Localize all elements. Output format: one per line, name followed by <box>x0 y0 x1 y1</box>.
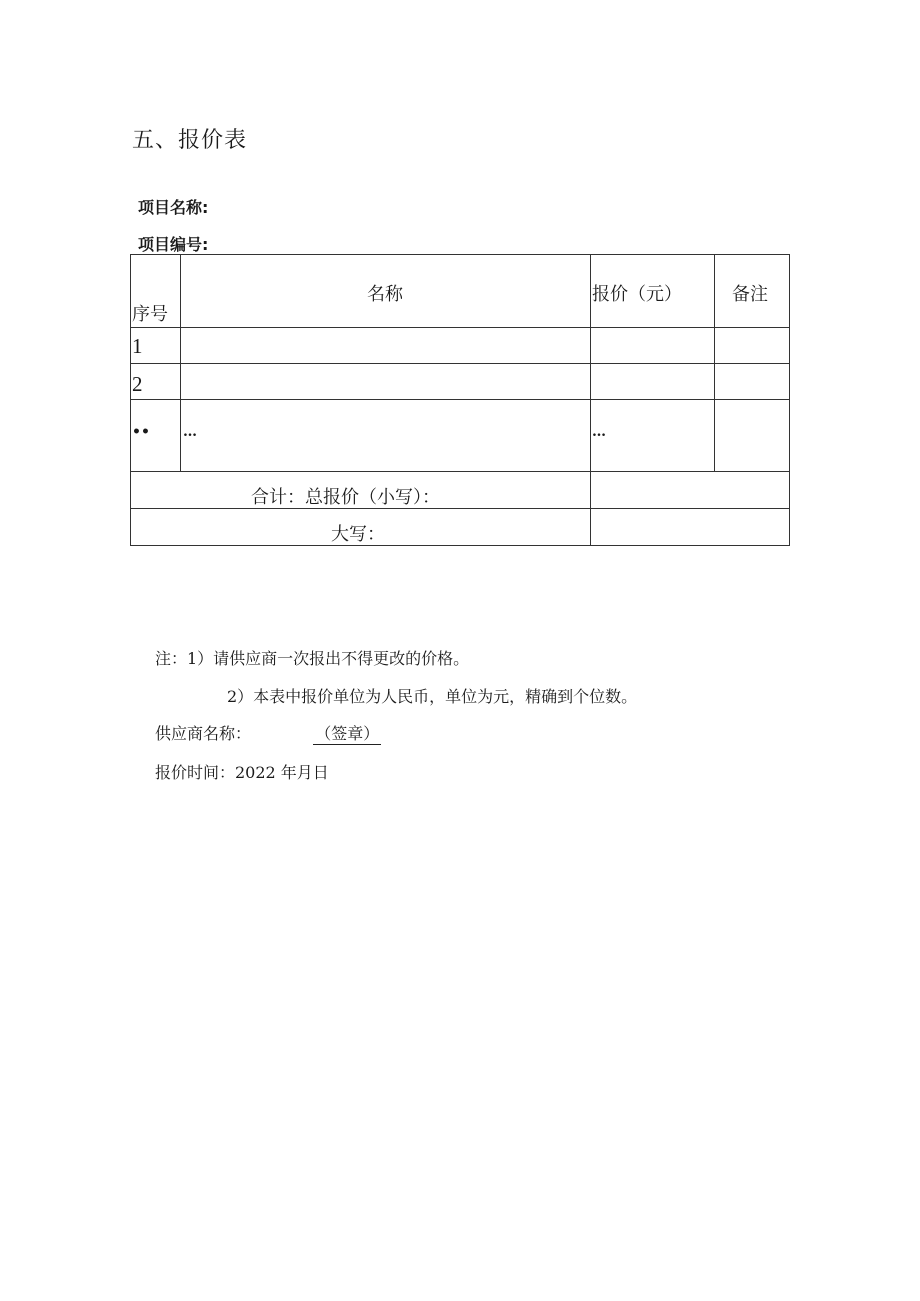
table-divider <box>130 399 790 400</box>
supplier-label: 供应商名称： <box>155 724 252 743</box>
note-2: 2）本表中报价单位为人民币，单位为元，精确到个位数。 <box>227 687 638 706</box>
table-divider <box>130 508 790 509</box>
table-divider <box>130 363 790 364</box>
row-3-price: … <box>592 424 606 440</box>
row-3-seq: •• <box>132 424 150 440</box>
project-name-label: 项目名称: <box>138 198 209 217</box>
table-col-divider <box>590 254 591 546</box>
table-col-divider <box>714 254 715 472</box>
table-border-right <box>789 254 790 546</box>
header-seq: 序号 <box>132 304 168 325</box>
table-col-divider <box>180 254 181 472</box>
header-name: 名称 <box>367 284 403 305</box>
row-3-name: … <box>183 424 197 440</box>
table-divider <box>130 327 790 328</box>
header-remark: 备注 <box>732 284 768 305</box>
table-border-top <box>130 254 790 255</box>
total-big-label: 大写： <box>331 524 385 545</box>
header-price: 报价（元） <box>592 284 682 305</box>
total-small-label: 合计：总报价（小写）： <box>251 487 440 508</box>
table-border-bottom <box>130 545 790 546</box>
table-border-left <box>130 254 131 546</box>
table-divider <box>130 471 790 472</box>
section-title: 五、报价表 <box>132 128 248 153</box>
seal-label: （签章） <box>315 724 380 743</box>
note-1: 注：1）请供应商一次报出不得更改的价格。 <box>155 649 470 668</box>
supplier-row <box>155 721 381 745</box>
row-1-seq: 1 <box>132 334 143 358</box>
project-code-label: 项目编号: <box>138 235 209 254</box>
quote-time-label: 报价时间：2022 年月日 <box>155 763 329 782</box>
row-2-seq: 2 <box>132 372 143 396</box>
